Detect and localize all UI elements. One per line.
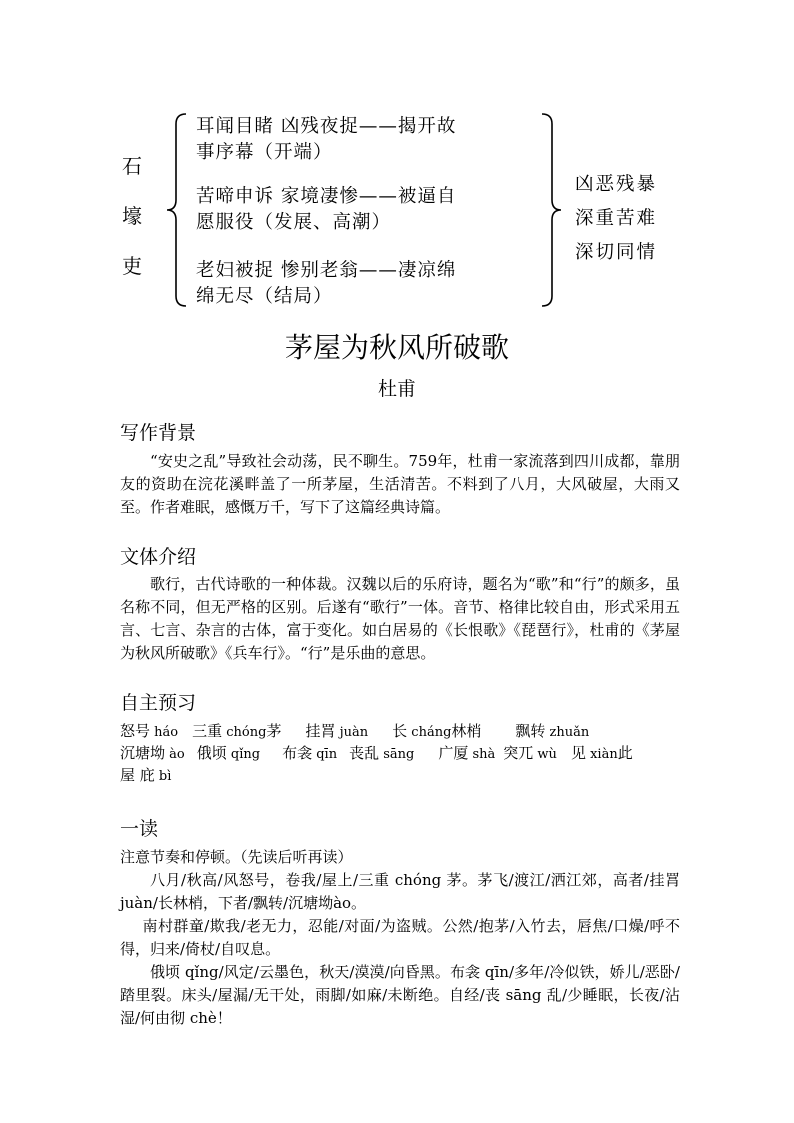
preview-pinyin: ào xyxy=(165,747,185,762)
poem-title: 茅屋为秋风所破歌 xyxy=(284,331,509,364)
theme-1: 凶恶残暴 xyxy=(575,174,658,195)
preview-word: 挂罥 xyxy=(305,722,336,740)
theme-3: 深切同情 xyxy=(575,242,658,263)
structure-diagram xyxy=(0,0,794,320)
preview-pinyin: chóng xyxy=(222,725,267,740)
right-brace xyxy=(536,112,566,308)
reading-instruction: 注意节奏和停顿。（先读后听再读） xyxy=(120,848,353,866)
branch-line: 耳闻目睹 凶残夜捉——揭开故 xyxy=(196,116,457,137)
preview-item xyxy=(197,744,260,762)
preview-word: 怒号 xyxy=(120,722,151,740)
poem-author: 杜甫 xyxy=(377,378,416,400)
poem-stanza-2: 南村群童/欺我/老无力，忍能/对面/为盗贼。公然/抱茅/入竹去，唇焦/口燥/呼不得，归来/倚杖/自叹息。 xyxy=(120,917,680,958)
preview-suffix: 林梢 xyxy=(451,722,482,740)
branch-line: 老妇被捉 惨别老翁——凄凉绵 xyxy=(196,260,457,281)
preview-word: 突兀 xyxy=(503,744,534,762)
diagram-title-char-1: 石 xyxy=(122,154,142,178)
preview-word: 长 xyxy=(392,722,408,740)
preview-word: 沉塘坳 xyxy=(120,744,166,762)
preview-item xyxy=(503,744,557,762)
background-text: “安史之乱”导致社会动荡，民不聊生。759年，杜甫一家流落到四川成都，靠朋友的资助在浣花溪畔盖了一所茅屋，生活清苦。不料到了八月，大风破屋，大雨又至。作者难眠，感慨万千，写下了这篇经典诗篇。 xyxy=(120,452,680,516)
preview-word: 布衾 xyxy=(282,744,313,762)
preview-row-2 xyxy=(120,742,685,763)
preview-item xyxy=(192,722,281,740)
preview-pinyin: cháng xyxy=(407,725,452,740)
preview-word: 三重 xyxy=(192,722,223,740)
preview-item xyxy=(120,744,185,762)
poem-stanza-1: 八月/秋高/风怒号，卷我/屋上/三重 chóng 茅。茅飞/渡江/洒江郊，高者/挂罥 juàn/长林梢，下者/飘转/沉塘坳ào。 xyxy=(120,871,680,912)
preview-pinyin: zhuǎn xyxy=(545,725,590,740)
preview-word: 见 xyxy=(570,744,586,762)
preview-item xyxy=(571,744,633,762)
poem-stanza-3: 俄顷 qǐng/风定/云墨色，秋天/漠漠/向昏黑。布衾 qīn/多年/冷似铁，娇儿/恶卧/踏里裂。床头/屋漏/无干处，雨脚/如麻/未断绝。自经/丧 sāng 乱/少睡眠，长夜/沾湿/何由彻 chè！ xyxy=(120,963,680,1027)
preview-heading: 自主预习 xyxy=(120,692,197,714)
preview-item xyxy=(305,722,368,740)
preview-pinyin: wù xyxy=(533,747,557,762)
branch-opening xyxy=(196,114,536,166)
branch-ending xyxy=(196,258,536,310)
preview-item xyxy=(282,744,337,762)
preview-pinyin: háo xyxy=(150,725,179,740)
preview-item xyxy=(120,722,178,740)
preview-word: 俄顷 xyxy=(196,744,227,762)
preview-suffix: 茅 xyxy=(266,722,282,740)
diagram-title-char-2: 壕 xyxy=(122,204,142,228)
preview-item xyxy=(515,722,589,740)
preview-pinyin: sāng xyxy=(379,747,415,762)
reading-paragraph xyxy=(120,846,680,1030)
branch-line: 苦啼申诉 家境凄惨——被逼自 xyxy=(196,186,457,207)
preview-pinyin: bì xyxy=(154,769,172,784)
left-brace xyxy=(162,112,192,308)
preview-pinyin: qǐng xyxy=(226,747,261,762)
preview-word: 屋 庇 xyxy=(120,766,155,784)
preview-row-1 xyxy=(120,720,685,741)
genre-heading: 文体介绍 xyxy=(120,546,197,568)
preview-suffix: 此 xyxy=(617,744,633,762)
preview-pinyin: shà xyxy=(468,747,496,762)
preview-item xyxy=(392,722,481,740)
branch-line: 愿服役（发展、高潮） xyxy=(196,212,392,233)
preview-pinyin: xiàn xyxy=(585,747,618,762)
preview-pinyin: qīn xyxy=(312,747,338,762)
background-heading: 写作背景 xyxy=(120,422,197,444)
diagram-title-char-3: 吏 xyxy=(122,254,142,278)
preview-word: 广厦 xyxy=(438,744,469,762)
preview-item xyxy=(349,744,414,762)
genre-paragraph xyxy=(120,573,680,665)
genre-text: 歌行，古代诗歌的一种体裁。汉魏以后的乐府诗，题名为“歌”和“行”的颇多，虽名称不同，但无严格的区别。后遂有“歌行”一体。音节、格律比较自由，形式采用五言、七言、杂言的古体，富于变化。如白居易的《长恨歌》《琵琶行》，杜甫的《茅屋为秋风所破歌》《兵车行》。“行”是乐曲的意思。 xyxy=(120,575,680,662)
theme-2: 深重苦难 xyxy=(575,208,658,229)
reading-heading: 一读 xyxy=(120,818,159,840)
branch-line: 事序幕（开端） xyxy=(196,142,333,163)
preview-word: 丧乱 xyxy=(349,744,380,762)
branch-line: 绵无尽（结局） xyxy=(196,286,333,307)
branch-development xyxy=(196,184,536,236)
preview-word: 飘转 xyxy=(515,722,546,740)
background-paragraph xyxy=(120,450,680,519)
preview-item xyxy=(120,766,171,784)
preview-pinyin: juàn xyxy=(335,725,369,740)
preview-item xyxy=(438,744,495,762)
preview-row-3 xyxy=(120,764,685,785)
